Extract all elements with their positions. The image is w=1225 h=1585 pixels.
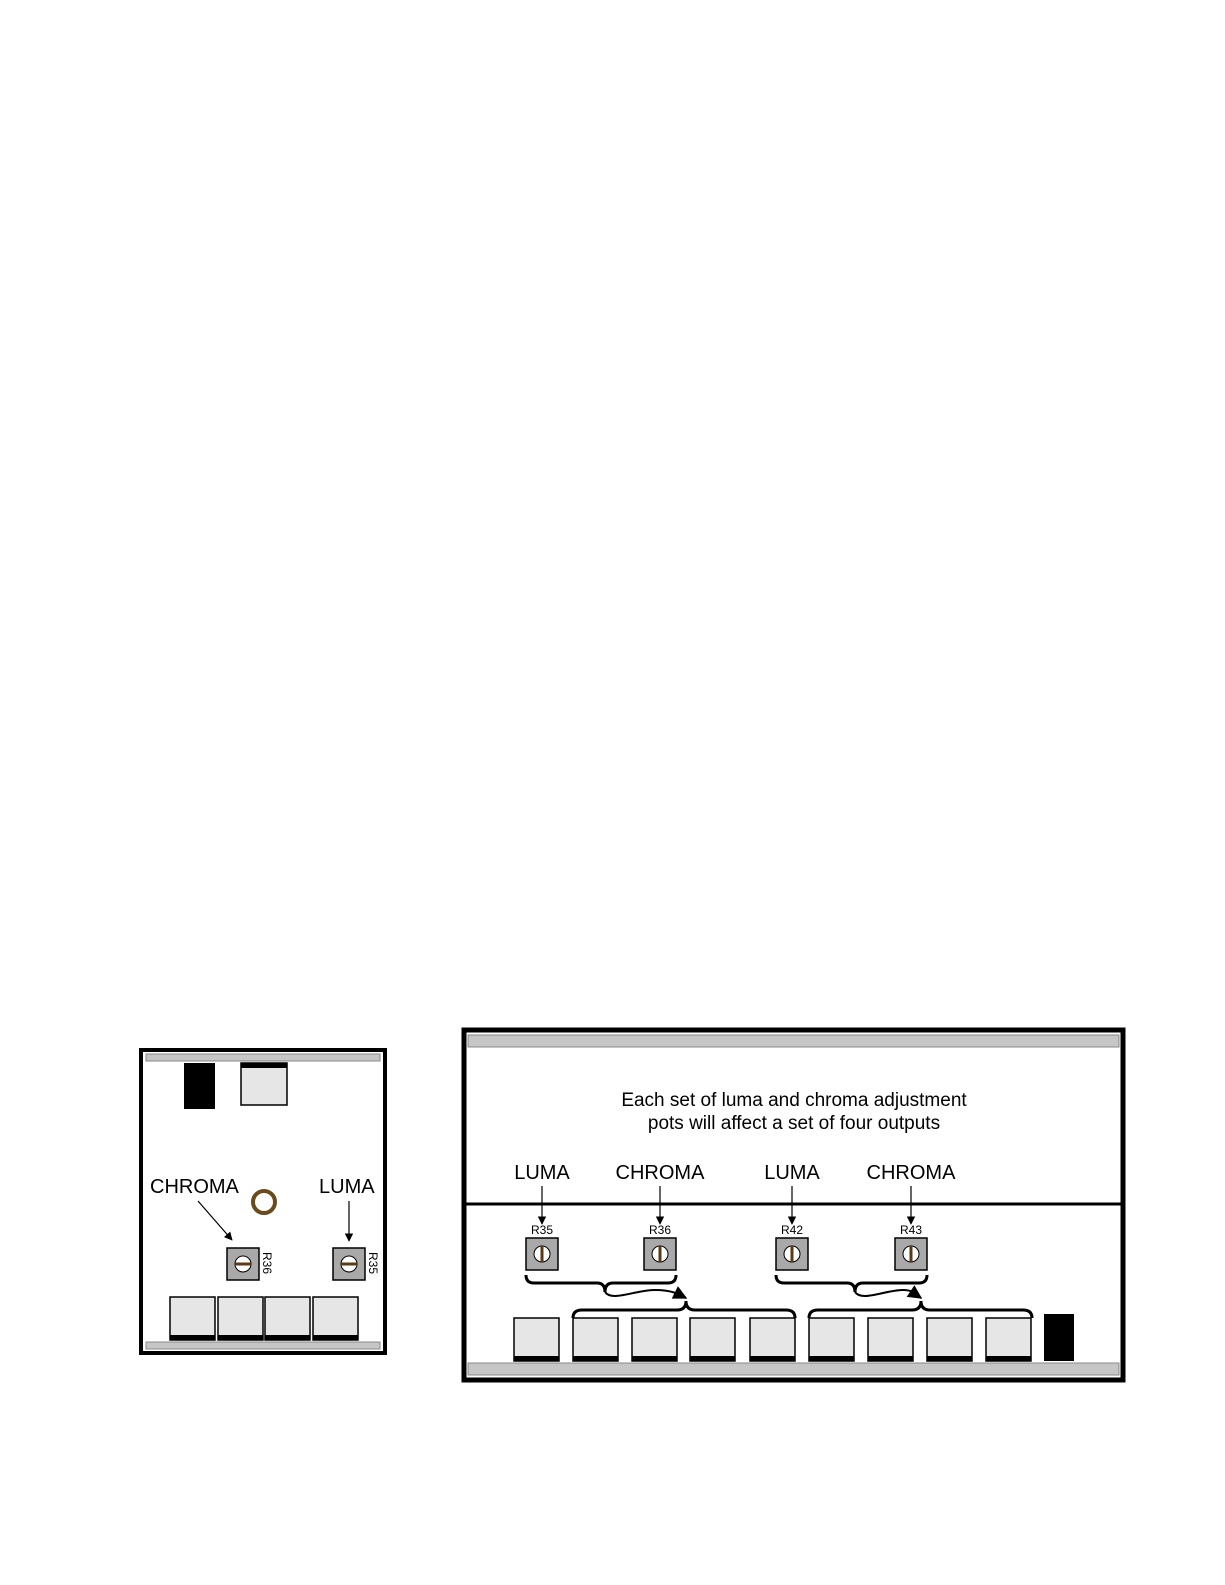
left-board-top-rail	[146, 1054, 380, 1061]
left-pot-chroma-ref: R36	[260, 1252, 274, 1275]
left-luma-label: LUMA	[319, 1176, 375, 1198]
right-pot-r43[interactable]	[895, 1238, 927, 1270]
right-output-connector	[690, 1318, 735, 1361]
right-pot-ref-r43: R43	[899, 1223, 923, 1237]
right-pot-r42[interactable]	[776, 1238, 808, 1270]
left-output-connector	[170, 1297, 215, 1340]
left-output-connector	[313, 1297, 358, 1340]
right-luma-label-2: LUMA	[764, 1162, 820, 1184]
right-board	[464, 1030, 1123, 1380]
right-output-connector	[573, 1318, 618, 1361]
right-board-bottom-rail	[468, 1363, 1119, 1375]
note-line-1: Each set of luma and chroma adjustment	[621, 1090, 967, 1111]
right-output-connector	[927, 1318, 972, 1361]
right-output-connectors	[514, 1318, 1031, 1361]
right-chroma-label-2: CHROMA	[866, 1162, 956, 1184]
right-pot-ref-r35: R35	[530, 1223, 554, 1237]
left-chroma-label: CHROMA	[150, 1176, 239, 1198]
right-output-connector	[868, 1318, 913, 1361]
right-output-connector	[809, 1318, 854, 1361]
left-board-bottom-rail	[146, 1342, 380, 1349]
right-pot-r36[interactable]	[644, 1238, 676, 1270]
right-pot-ref-r42: R42	[780, 1223, 804, 1237]
black-connector-block	[184, 1063, 215, 1109]
left-output-connector	[218, 1297, 263, 1340]
right-output-connector	[986, 1318, 1031, 1361]
right-output-connector	[632, 1318, 677, 1361]
left-pot-luma-ref: R35	[366, 1252, 380, 1275]
left-pot-chroma[interactable]	[227, 1248, 259, 1280]
top-connector	[241, 1063, 287, 1105]
black-terminal-block	[1044, 1314, 1074, 1361]
right-output-connector	[514, 1318, 559, 1361]
left-board	[141, 1050, 385, 1353]
right-pot-ref-r36: R36	[648, 1223, 672, 1237]
right-chroma-label-1: CHROMA	[615, 1162, 705, 1184]
right-pot-r35[interactable]	[526, 1238, 558, 1270]
note-line-2: pots will affect a set of four outputs	[647, 1113, 941, 1134]
right-luma-label-1: LUMA	[514, 1162, 570, 1184]
right-board-top-rail	[468, 1035, 1119, 1047]
left-pot-luma[interactable]	[333, 1248, 365, 1280]
left-output-connector	[265, 1297, 310, 1340]
right-output-connector	[750, 1318, 795, 1361]
